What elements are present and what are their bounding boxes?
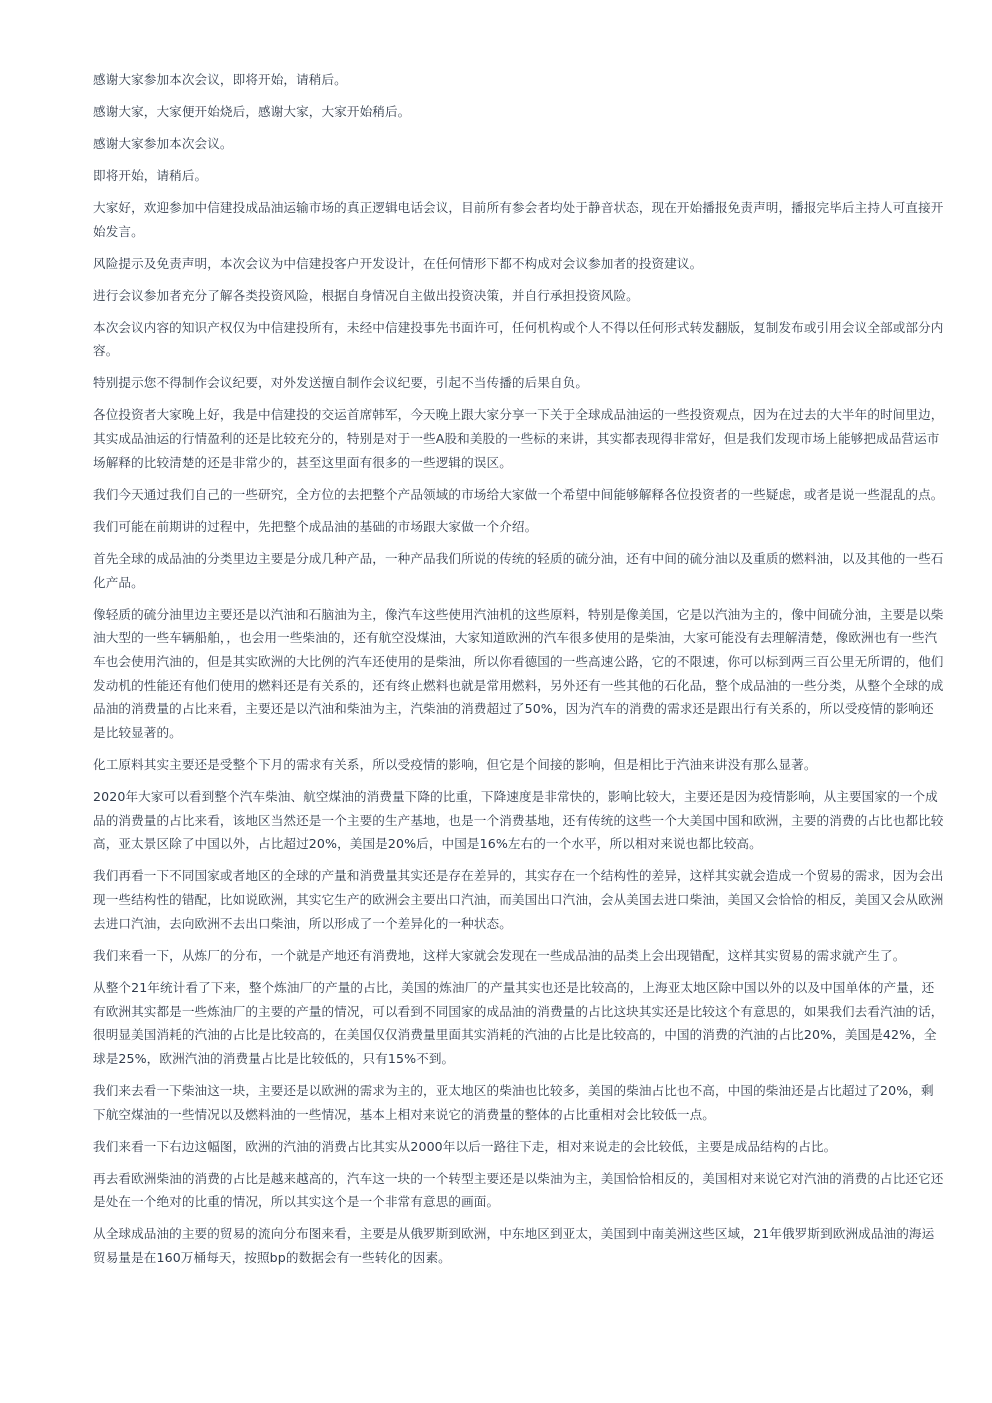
document-body (93, 68, 945, 1278)
paragraph: 我们来去看一下柴油这一块，主要还是以欧洲的需求为主的，亚太地区的柴油也比较多，美国的柴油占比也不高，中国的柴油还是占比超过了20%，剩下航空煤油的一些情况以及燃料油的一些情况，基本上相对来说它的消费量的整体的占比重相对会比较低一点。 (93, 1082, 934, 1122)
paragraph: 本次会议内容的知识产权仅为中信建投所有，未经中信建投事先书面许可，任何机构或个人不得以任何形式转发翻版，复制发布或引用会议全部或部分内容。 (93, 319, 944, 359)
paragraph: 我们来看一下右边这幅图，欧洲的汽油的消费占比其实从2000年以后一路往下走，相对来说走的会比较低，主要是成品结构的占比。 (93, 1138, 837, 1154)
paragraph: 从整个21年统计看了下来，整个炼油厂的产量的占比，美国的炼油厂的产量其实也还是比较高的，上海亚太地区除中国以外的以及中国单体的产量，还有欧洲其实都是一些炼油厂的主要的产量的情况，可以看到不同国家的成品油的消费量的占比这块其实还是比较这个有意思的，如果我们去看汽油的话，很明显美国消耗的汽油的占比是比较高的，在美国仅仅消费量里面其实消耗的汽油的占比是比较高的，中国的消费的汽油的占比20%，美国是42%，全球是25%，欧洲汽油的消费量占比是比较低的，只有15%不到。 (93, 979, 944, 1066)
paragraph: 从全球成品油的主要的贸易的流向分布图来看，主要是从俄罗斯到欧洲，中东地区到亚太，美国到中南美洲这些区域，21年俄罗斯到欧洲成品油的海运贸易量是在160万桶每天，按照bp的数据会有一些转化的因素。 (93, 1226, 935, 1266)
paragraph: 我们今天通过我们自己的一些研究，全方位的去把整个产品领域的市场给大家做一个希望中间能够解释各位投资者的一些疑虑，或者是说一些混乱的点。 (93, 486, 944, 502)
paragraph: 大家好，欢迎参加中信建投成品油运输市场的真正逻辑电话会议，目前所有参会者均处于静音状态，现在开始播报免责声明，播报完毕后主持人可直接开始发言。 (93, 200, 944, 239)
paragraph: 2020年大家可以看到整个汽车柴油、航空煤油的消费量下降的比重，下降速度是非常快的，影响比较大，主要还是因为疫情影响，从主要国家的一个成品的消费量的占比来看，该地区当然还是一个主要的生产基地，也是一个消费基地，还有传统的这些一个大美国中国和欧洲，主要的消费的占比也都比较高，亚太景区除了中国以外，占比超过20%，美国是20%后，中国是16%左右的一个水平，所以相对来说也都比较高。 (93, 789, 944, 852)
paragraph: 我们可能在前期讲的过程中，先把整个成品油的基础的市场跟大家做一个介绍。 (93, 518, 538, 534)
paragraph: 各位投资者大家晚上好，我是中信建投的交运首席韩军，今天晚上跟大家分享一下关于全球成品油运的一些投资观点，因为在过去的大半年的时间里边，其实成品油运的行情盈利的还是比较充分的，特别是对于一些A股和美股的一些标的来讲，其实都表现得非常好，但是我们发现市场上能够把成品营运市场解释的比较清楚的还是非常少的，甚至这里面有很多的一些逻辑的误区。 (93, 407, 944, 470)
paragraph: 化工原料其实主要还是受整个下月的需求有关系，所以受疫情的影响，但它是个间接的影响，但是相比于汽油来讲没有那么显著。 (93, 757, 817, 773)
paragraph: 特别提示您不得制作会议纪要，对外发送擅自制作会议纪要，引起不当传播的后果自负。 (93, 375, 589, 391)
paragraph: 风险提示及免责声明，本次会议为中信建投客户开发设计，在任何情形下都不构成对会议参加者的投资建议。 (93, 255, 703, 271)
paragraph: 我们来看一下，从炼厂的分布，一个就是产地还有消费地，这样大家就会发现在一些成品油的品类上会出现错配，这样其实贸易的需求就产生了。 (93, 947, 906, 963)
paragraph: 首先全球的成品油的分类里边主要是分成几种产品，一种产品我们所说的传统的轻质的硫分油，还有中间的硫分油以及重质的燃料油，以及其他的一些石化产品。 (93, 550, 944, 590)
paragraph: 即将开始，请稍后。 (93, 168, 208, 183)
paragraph: 进行会议参加者充分了解各类投资风险，根据自身情况自主做出投资决策，并自行承担投资风险。 (93, 287, 639, 303)
paragraph: 感谢大家参加本次会议。 (93, 136, 233, 151)
paragraph: 再去看欧洲柴油的消费的占比是越来越高的，汽车这一块的一个转型主要还是以柴油为主，美国恰恰相反的，美国相对来说它对汽油的消费的占比还它还是处在一个绝对的比重的情况，所以其实这个是一个非常有意思的画面。 (93, 1170, 944, 1210)
paragraph: 感谢大家参加本次会议，即将开始，请稍后。 (93, 72, 347, 87)
paragraph: 感谢大家，大家便开始烧后，感谢大家，大家开始稍后。 (93, 104, 411, 119)
paragraph: 我们再看一下不同国家或者地区的全球的产量和消费量其实还是存在差异的，其实存在一个结构性的差异，这样其实就会造成一个贸易的需求，因为会出现一些结构性的错配，比如说欧洲，其实它生产的欧洲会主要出口汽油，而美国出口汽油，会从美国去进口柴油，美国又会恰恰的相反，美国又会从欧洲去进口汽油，去向欧洲不去出口柴油，所以形成了一个差异化的一种状态。 (93, 868, 944, 931)
paragraph: 像轻质的硫分油里边主要还是以汽油和石脑油为主，像汽车这些使用汽油机的这些原料，特别是像美国，它是以汽油为主的，像中间硫分油，主要是以柴油大型的一些车辆船舶，，也会用一些柴油的，还有航空没煤油，大家知道欧洲的汽车很多使用的是柴油，大家可能没有去理解清楚，像欧洲也有一些汽车也会使用汽油的，但是其实欧洲的大比例的汽车还使用的是柴油，所以你看德国的一些高速公路，它的不限速，你可以标到两三百公里无所谓的，他们发动机的性能还有他们使用的燃料还是有关系的，还有终止燃料也就是常用燃料，另外还有一些其他的石化品，整个成品油的一些分类，从整个全球的成品油的消费量的占比来看，主要还是以汽油和柴油为主，汽柴油的消费超过了50%，因为汽车的消费的需求还是跟出行有关系的，所以受疫情的影响还是比较显著的。 (93, 606, 944, 741)
